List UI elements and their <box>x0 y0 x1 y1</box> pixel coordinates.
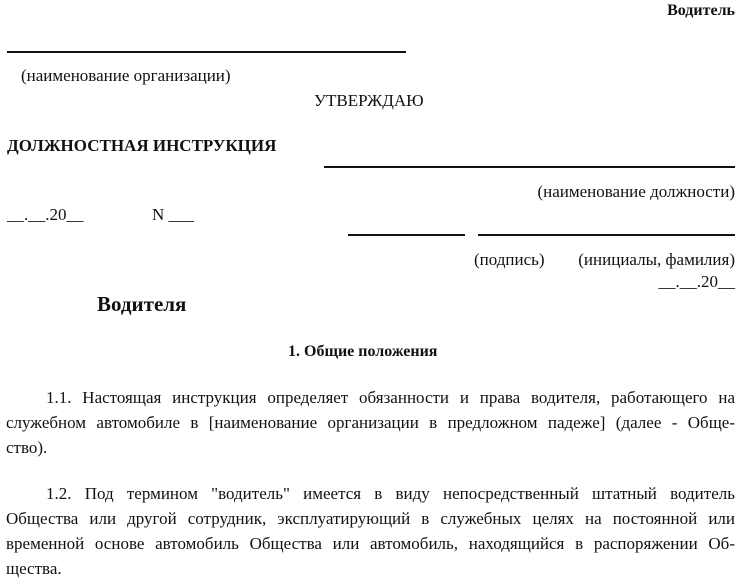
document-type-title: ДОЛЖНОСТНАЯ ИНСТРУКЦИЯ <box>7 136 277 155</box>
approve-date-field: __.__.20__ <box>658 272 735 291</box>
initials-caption: (инициалы, фамилия) <box>578 250 735 269</box>
document-date-field: __.__.20__ <box>7 205 84 224</box>
document-subject: Водителя <box>97 292 187 316</box>
organization-caption: (наименование организации) <box>21 66 231 85</box>
approve-label: УТВЕРЖДАЮ <box>314 91 424 110</box>
paragraph-line: Общества или другой сотрудник, эксплуатирующий в служебных целях на постоянной или <box>6 509 735 528</box>
paragraph-line: ство). <box>6 438 48 457</box>
position-name-line <box>324 166 735 168</box>
section-title: 1. Общие положения <box>288 343 438 360</box>
initials-line <box>478 234 735 236</box>
signature-line <box>348 234 465 236</box>
signature-caption: (подпись) <box>474 250 545 269</box>
paragraph-line: щества. <box>6 559 62 578</box>
organization-name-line <box>7 51 406 53</box>
paragraph-line: 1.2. Под термином "водитель" имеется в виду непосредственный штатный водитель <box>46 484 735 503</box>
document-number-field: N ___ <box>152 205 195 224</box>
paragraph-line: 1.1. Настоящая инструкция определяет обязанности и права водителя, работающего на <box>46 388 735 407</box>
paragraph-line: служебном автомобиле в [наименование организации в предложном падеже] (далее - Обще- <box>6 413 735 432</box>
paragraph-line: временной основе автомобиль Общества или автомобиль, находящийся в распоряжении Об- <box>6 534 735 553</box>
position-caption: (наименование должности) <box>537 182 735 201</box>
paragraph-1-1 <box>6 385 735 460</box>
paragraph-1-2 <box>6 481 735 581</box>
page-header-title: Водитель <box>667 2 735 19</box>
